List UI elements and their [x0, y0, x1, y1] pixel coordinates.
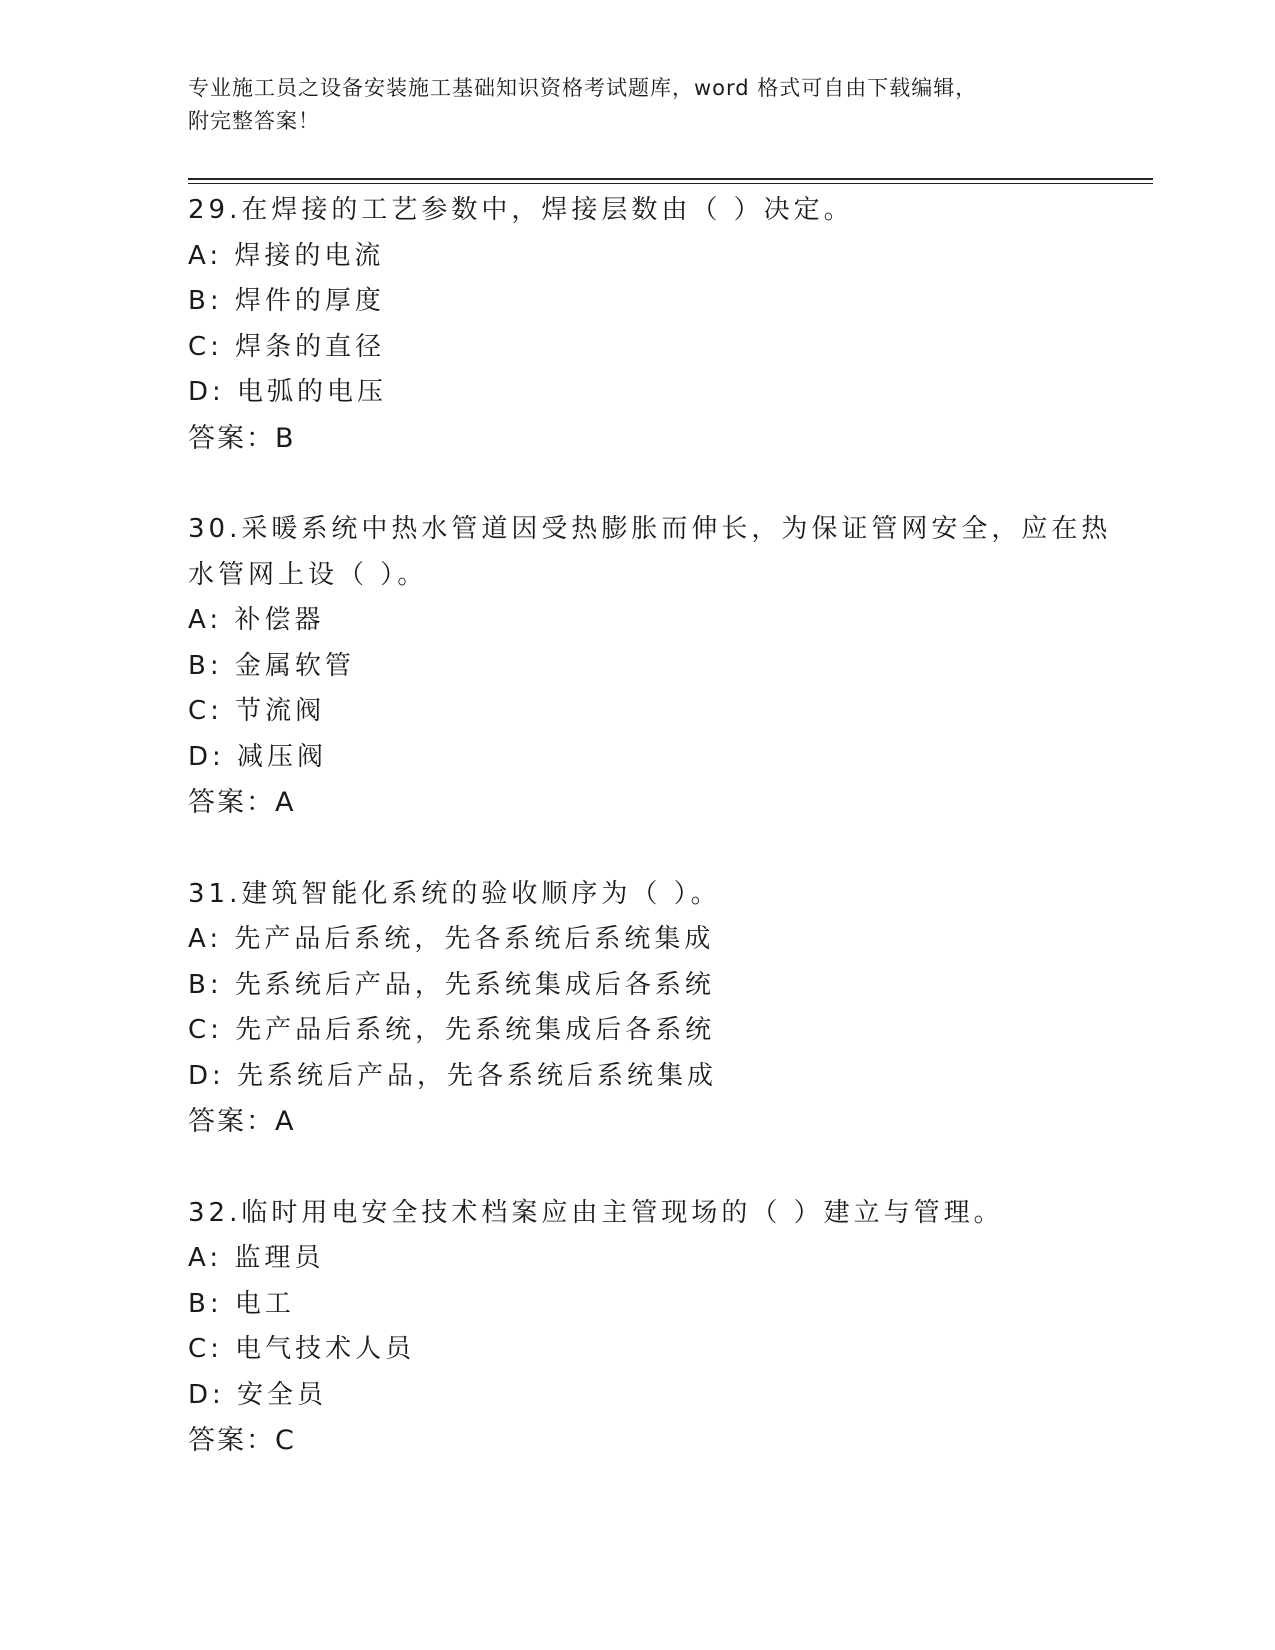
- question-stem: 32.临时用电安全技术档案应由主管现场的（ ）建立与管理。: [188, 1197, 1004, 1228]
- question-stem: 30.采暖系统中热水管道因受热膨胀而伸长，为保证管网安全，应在热: [188, 514, 1112, 544]
- header-line-1: 专业施工员之设备安装施工基础知识资格考试题库，word 格式可自由下载编辑，: [188, 76, 978, 100]
- document-header: [188, 72, 1088, 138]
- option-c: C: 电气技术人员: [188, 1334, 416, 1364]
- option-a: A: 先产品后系统，先各系统后系统集成: [188, 924, 715, 954]
- question-spacer: [188, 1145, 1108, 1191]
- option-b: B: 电工: [188, 1288, 295, 1319]
- option-b: B: 先系统后产品，先系统集成后各系统: [188, 969, 715, 1000]
- question-29: [188, 188, 1108, 461]
- answer-line: 答案：C: [188, 1425, 296, 1456]
- header-line-2: 附完整答案！: [188, 109, 320, 133]
- option-c: C: 节流阀: [188, 696, 326, 726]
- answer-line: 答案：A: [188, 1106, 296, 1137]
- question-spacer: [188, 826, 1108, 872]
- option-c: C: 先产品后系统，先系统集成后各系统: [188, 1015, 716, 1045]
- question-31: [188, 872, 1108, 1145]
- option-b: B: 金属软管: [188, 650, 355, 681]
- answer-line: 答案：B: [188, 422, 296, 454]
- option-c: C: 焊条的直径: [188, 331, 386, 362]
- answer-line: 答案：A: [188, 787, 296, 818]
- option-a: A: 补偿器: [188, 605, 325, 635]
- question-spacer: [188, 461, 1108, 507]
- question-stem-continued: 水管网上设（ ）。: [188, 559, 428, 590]
- option-d: D: 安全员: [188, 1379, 328, 1410]
- option-a: A: 焊接的电流: [188, 240, 385, 271]
- header-divider-thick: [188, 178, 1153, 180]
- question-stem: 31.建筑智能化系统的验收顺序为（ ）。: [188, 878, 721, 909]
- header-divider-thin: [188, 183, 1153, 184]
- question-stem: 29.在焊接的工艺参数中，焊接层数由（ ）决定。: [188, 195, 854, 225]
- option-a: A: 监理员: [188, 1243, 325, 1273]
- option-b: B: 焊件的厚度: [188, 286, 385, 316]
- option-d: D: 减压阀: [188, 741, 328, 772]
- option-d: D: 电弧的电压: [188, 377, 388, 407]
- option-d: D: 先系统后产品，先各系统后系统集成: [188, 1060, 718, 1091]
- question-30: [188, 507, 1112, 826]
- question-32: [188, 1191, 1108, 1464]
- question-list: [188, 188, 1112, 1464]
